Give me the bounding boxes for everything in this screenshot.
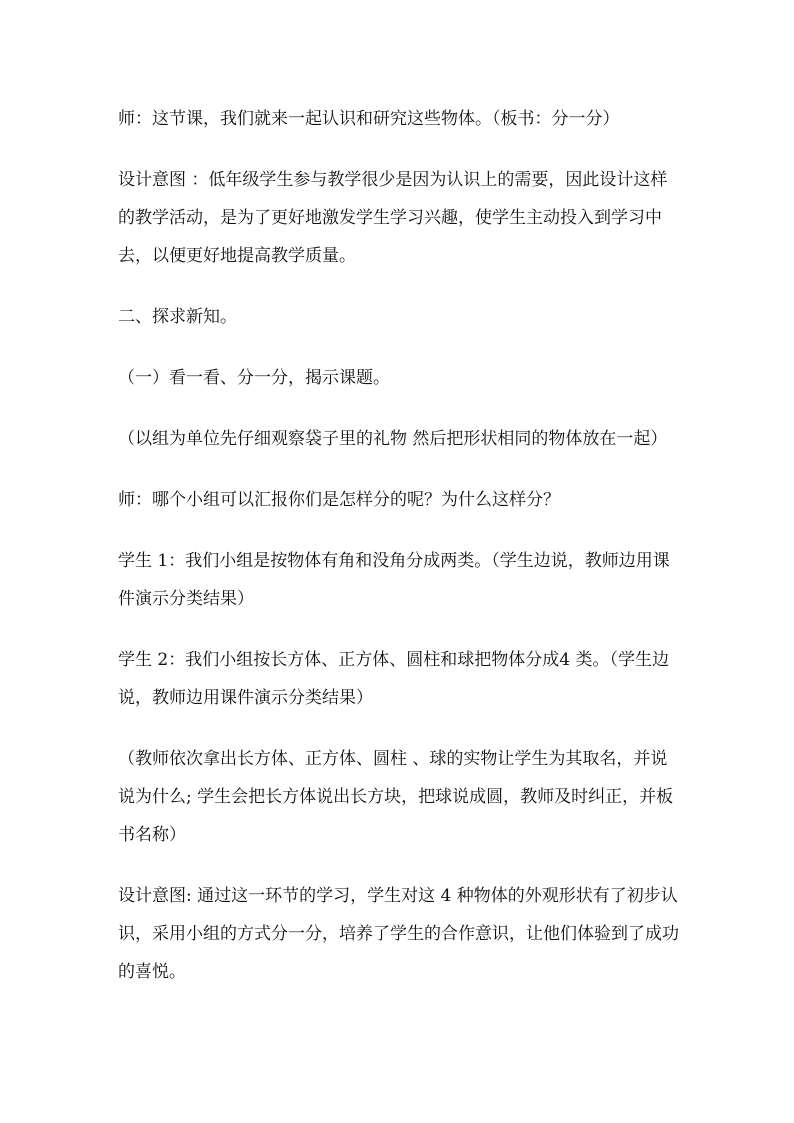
subsection-heading-look-sort: （一）看一看、分一分，揭示课题。 xyxy=(118,368,390,388)
section-heading-explore: 二、探求新知。 xyxy=(118,307,237,327)
paragraph-teacher-question: 师：哪个小组可以汇报你们是怎样分的呢？为什么这样分？ xyxy=(118,490,560,510)
paragraph-design-intent-2: 设计意图: 通过这一环节的学习，学生对这 4 种物体的外观形状有了初步认识，采用小组的方式分一分，培养了学生的合作意识，让他们体验到了成功的喜悦。 xyxy=(118,886,679,982)
paragraph-group-instruction: （以组为单位先仔细观察袋子里的礼物 然后把形状相同的物体放在一起） xyxy=(118,429,668,449)
document-body xyxy=(118,100,680,1014)
paragraph-teacher-demo: （教师依次拿出长方体、正方体、圆柱 、球的实物让学生为其取名，并说说为什么; 学生会把长方体说出长方块，把球说成圆，教师及时纠正，并板书名称） xyxy=(118,749,674,845)
paragraph-student-1: 学生 1：我们小组是按物体有角和没角分成两类。（学生边说，教师边用课件演示分类结果） xyxy=(118,551,670,609)
paragraph-teacher-intro: 师：这节课，我们就来一起认识和研究这些物体。（板书：分一分） xyxy=(118,109,620,129)
paragraph-student-2: 学生 2：我们小组按长方体、正方体、圆柱和球把物体分成4 类。（学生边说，教师边用课件演示分类结果） xyxy=(118,650,669,708)
paragraph-design-intent-1: 设计意图 ：低年级学生参与教学很少是因为认识上的需要，因此设计这样的教学活动，是为了更好地激发学生学习兴趣，使学生主动投入到学习中去，以便更好地提高教学质量。 xyxy=(118,170,668,266)
